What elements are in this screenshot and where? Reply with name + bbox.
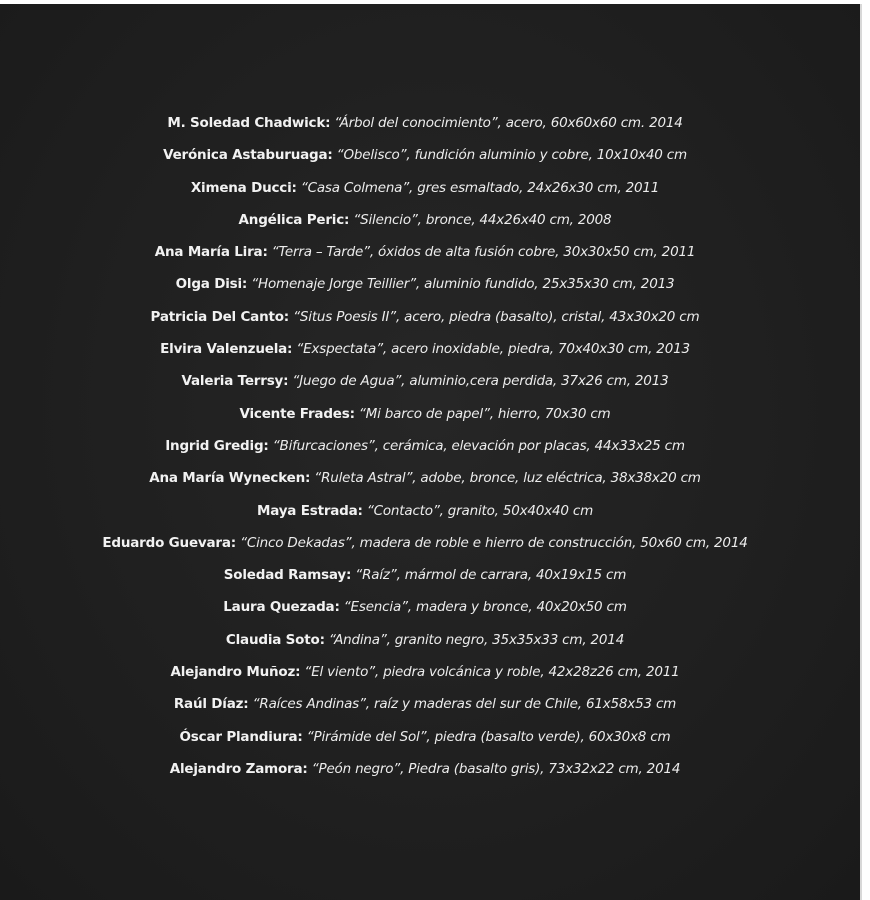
artwork-entry — [0, 624, 850, 656]
artwork-entry — [0, 268, 850, 300]
artist-name: Raúl Díaz: — [173, 696, 249, 713]
artist-name: Vicente Frades: — [239, 405, 355, 422]
artist-name: Ximena Ducci: — [190, 179, 297, 196]
artwork-description: “Casa Colmena”, gres esmaltado, 24x26x30 cm, 2011 — [296, 179, 660, 196]
artist-name: Ana María Lira: — [154, 244, 268, 261]
artwork-entry — [0, 139, 850, 171]
artwork-description: “Raíz”, mármol de carrara, 40x19x15 cm — [351, 567, 627, 584]
artwork-entry — [0, 236, 850, 268]
artwork-entry — [0, 462, 850, 494]
artwork-description: “Bifurcaciones”, cerámica, elevación por placas, 44x33x25 cm — [268, 437, 685, 454]
artwork-description: “Homenaje Jorge Teillier”, aluminio fundido, 25x35x30 cm, 2013 — [247, 276, 675, 293]
artwork-description: “El viento”, piedra volcánica y roble, 42x28z26 cm, 2011 — [300, 664, 680, 681]
artwork-entry — [0, 204, 850, 236]
artwork-description: “Árbol del conocimiento”, acero, 60x60x60 cm. 2014 — [330, 115, 683, 131]
artist-name: Maya Estrada: — [256, 502, 363, 519]
artwork-entry — [0, 365, 850, 397]
artist-name: Valeria Terrsy: — [181, 373, 289, 390]
artwork-entry — [0, 527, 850, 559]
artwork-description: “Peón negro”, Piedra (basalto gris), 73x32x22 cm, 2014 — [307, 760, 681, 777]
artist-name: Óscar Plandiura: — [179, 728, 303, 745]
artwork-description: “Pirámide del Sol”, piedra (basalto verde), 60x30x8 cm — [302, 728, 671, 745]
artist-name: Verónica Astaburuaga: — [163, 147, 333, 164]
artwork-description: “Terra – Tarde”, óxidos de alta fusión cobre, 30x30x50 cm, 2011 — [267, 244, 696, 261]
artwork-entry — [0, 559, 850, 591]
artwork-description: “Exspectata”, acero inoxidable, piedra, 70x40x30 cm, 2013 — [292, 341, 690, 358]
artist-name: Patricia Del Canto: — [150, 308, 290, 325]
artwork-entry — [0, 333, 850, 365]
artwork-entry — [0, 172, 850, 204]
artist-name: Angélica Peric: — [238, 211, 350, 228]
artist-name: Elvira Valenzuela: — [160, 341, 293, 358]
artwork-description: “Silencio”, bronce, 44x26x40 cm, 2008 — [349, 211, 612, 228]
artwork-description: “Juego de Agua”, aluminio,cera perdida, 37x26 cm, 2013 — [288, 373, 669, 390]
artwork-entry — [0, 398, 850, 430]
artwork-description: “Andina”, granito negro, 35x35x33 cm, 2014 — [324, 631, 625, 648]
artist-name: Alejandro Muñoz: — [170, 664, 301, 681]
artwork-entry — [0, 656, 850, 688]
artwork-entry — [0, 753, 850, 785]
artwork-list — [0, 107, 850, 785]
artwork-description: “Esencia”, madera y bronce, 40x20x50 cm — [339, 599, 627, 616]
artwork-description: “Cinco Dekadas”, madera de roble e hierro de construcción, 50x60 cm, 2014 — [236, 534, 748, 551]
artwork-description: “Ruleta Astral”, adobe, bronce, luz eléctrica, 38x38x20 cm — [310, 470, 701, 487]
artwork-description: “Raíces Andinas”, raíz y maderas del sur de Chile, 61x58x53 cm — [248, 696, 677, 713]
artwork-entry — [0, 591, 850, 623]
artwork-description: “Situs Poesis II”, acero, piedra (basalto), cristal, 43x30x20 cm — [289, 308, 700, 325]
artist-name: Soledad Ramsay: — [223, 567, 352, 584]
dark-page-panel — [0, 4, 862, 900]
artist-name: M. Soledad Chadwick: — [167, 115, 331, 131]
artist-name: Ingrid Gredig: — [165, 437, 269, 454]
artist-name: Laura Quezada: — [223, 599, 340, 616]
artwork-entry — [0, 107, 850, 139]
artwork-entry — [0, 430, 850, 462]
artist-name: Claudia Soto: — [225, 631, 325, 648]
artwork-description: “Contacto”, granito, 50x40x40 cm — [362, 502, 594, 519]
artwork-description: “Mi barco de papel”, hierro, 70x30 cm — [354, 405, 611, 422]
artwork-entry — [0, 721, 850, 753]
artwork-entry — [0, 301, 850, 333]
artist-name: Olga Disi: — [175, 276, 248, 293]
artist-name: Eduardo Guevara: — [102, 534, 237, 551]
artwork-entry — [0, 688, 850, 720]
artwork-entry — [0, 495, 850, 527]
artist-name: Alejandro Zamora: — [169, 760, 308, 777]
artwork-description: “Obelisco”, fundición aluminio y cobre, 10x10x40 cm — [332, 147, 687, 164]
artist-name: Ana María Wynecken: — [149, 470, 311, 487]
